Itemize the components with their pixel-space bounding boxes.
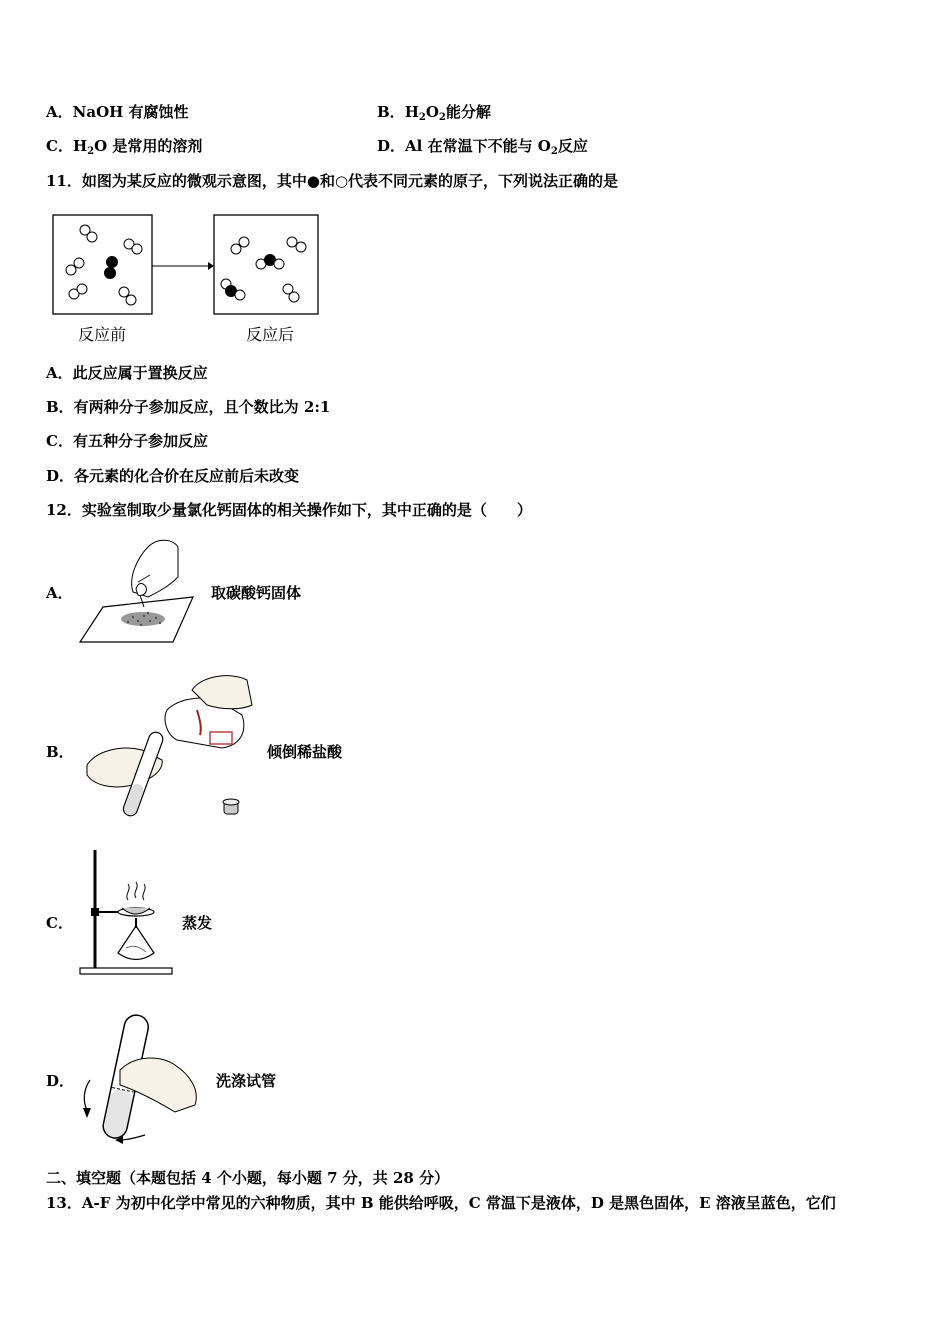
reaction-arrow-head — [208, 262, 214, 270]
q13-text: 13．A-F 为初中化学中常见的六种物质，其中 B 能供给呼吸，C 常温下是液体，D 是黑色固体，E 溶液呈蓝色，它们 — [46, 1194, 836, 1212]
bottle-label — [210, 732, 232, 744]
rotate-arrow-left — [84, 1080, 90, 1110]
q12-option-c-text: 蒸发 — [182, 914, 213, 932]
q12-option-b-text: 倾倒稀盐酸 — [267, 743, 343, 761]
steam — [127, 882, 145, 900]
q11-stem: 11．如图为某反应的微观示意图，其中●和○代表不同元素的原子，下列说法正确的是 — [46, 172, 619, 190]
stand-base — [80, 968, 172, 974]
q11-option-d: D．各元素的化合价在反应前后未改变 — [46, 467, 300, 485]
section-heading: 二、填空题（本题包括 4 个小题，每小题 7 分，共 28 分） — [46, 1169, 450, 1187]
q11-option-a: A．此反应属于置换反应 — [46, 364, 208, 382]
molecules-before — [66, 225, 142, 305]
q12-option-a-label: A． — [46, 584, 73, 602]
q10-option-a: A．NaOH 有腐蚀性 — [46, 103, 189, 121]
take-solid-illustration — [78, 537, 218, 647]
q12-option-a-text: 取碳酸钙固体 — [211, 584, 302, 602]
pour-acid-illustration — [82, 670, 262, 830]
q10-option-d: D．Al 在常温下不能与 $O_2$反应 — [377, 137, 588, 157]
q11-option-c: C．有五种分子参加反应 — [46, 432, 208, 450]
q10-option-c: C．$H_2O$ 是常用的溶剂 — [46, 137, 203, 157]
molecules-after — [221, 237, 306, 302]
q11-option-b: B．有两种分子参加反应，且个数比为 2:1 — [46, 398, 331, 416]
q10-option-b: B．$H_2O_2$能分解 — [377, 103, 491, 123]
rotate-arrow-bottom — [120, 1135, 145, 1140]
q12-option-b-label: B． — [46, 743, 74, 761]
alcohol-lamp — [118, 926, 154, 960]
caption-before: 反应前 — [78, 325, 127, 344]
q12-stem: 12．实验室制取少量氯化钙固体的相关操作如下，其中正确的是（ ） — [46, 501, 532, 519]
before-box — [53, 215, 152, 314]
caption-after: 反应后 — [246, 325, 295, 344]
wash-tube-illustration — [75, 1010, 215, 1145]
q12-option-c-label: C． — [46, 914, 73, 932]
q12-option-d-label: D． — [46, 1072, 75, 1090]
evaporation-illustration — [78, 848, 178, 978]
q12-option-d-text: 洗涤试管 — [216, 1072, 277, 1090]
